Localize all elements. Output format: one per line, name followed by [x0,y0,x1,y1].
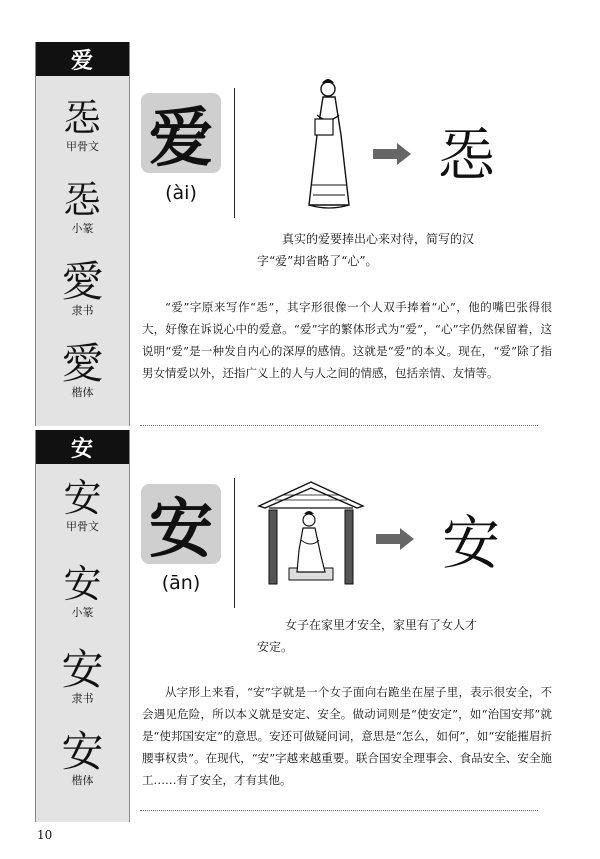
script-small-seal [36,178,129,236]
woman-in-house-illustration [255,478,367,590]
strip-title: 爱 [36,42,129,76]
script-label: 楷体 [71,774,94,787]
script-clerical [36,257,129,318]
script-strip-an [35,430,130,822]
ancient-glyph: 安 [442,509,501,577]
woman-holding-heart-illustration [295,75,365,215]
pinyin: (ài) [165,182,197,204]
script-label: 小篆 [71,606,94,619]
script-label: 甲骨文 [66,520,99,533]
script-label: 隶书 [71,304,94,317]
script-oracle-bone [36,476,129,534]
script-regular [36,339,129,400]
caption-line-2: 字“爱”却省略了“心”。 [257,254,378,268]
caption-line-1: 女子在家里才安全，家里有了女人才 [285,618,478,632]
script-glyph: 愛 [61,339,104,388]
script-small-seal [36,562,129,620]
caption-line-2: 安定。 [257,640,294,654]
script-regular [36,727,129,788]
script-strip-ai [35,42,130,426]
headword-box: 爱 [141,93,221,173]
page-number: 10 [37,828,53,842]
body-paragraph: “爱”字原来写作“㤅”，其字形很像一个人双手捧着“心”，他的嘴巴张得很大，好像在诉说心中的爱意。“爱”字的繁体形式为“爱”，“心”字仍然保留着，这说明“爱”是一种发自内心的深厚的感情。这就是“爱”的本义。现在，“爱”除了指男女情爱以外，还指广义上的人与人之间的情感，包括亲情、友情等。 [142,300,552,380]
script-glyph: 安 [61,645,104,694]
script-label: 小篆 [71,222,94,235]
script-glyph: 安 [61,727,104,776]
script-oracle-bone [36,96,129,154]
arrow-right-icon [376,528,414,550]
strip-title: 安 [36,430,129,464]
script-glyph: 㤅 [63,178,102,222]
script-label: 甲骨文 [66,140,99,153]
headword-box: 安 [141,484,221,564]
section-divider [140,425,538,426]
arrow-right-icon [373,143,411,165]
ancient-glyph: 㤅 [438,121,497,189]
pinyin: (ān) [161,572,201,594]
divider-line [234,88,235,218]
script-glyph: 愛 [61,257,104,306]
body-paragraph: 从字形上来看，“安”字就是一个女子面向右跪坐在屋子里，表示很安全，不会遇见危险，所以本义就是安定、安全。做动词则是“使安定”，如“治国安邦”就是“使邦国安定”的意思。安还可做疑问词，意思是“怎么，如何”，如“安能摧眉折腰事权贵”。在现代，“安”字越来越重要。联合国安全理事会、食品安全、安全施工……有了安全，才有其他。 [142,685,552,787]
script-label: 隶书 [71,692,94,705]
script-label: 楷体 [71,386,94,399]
script-glyph: 㤅 [63,96,102,140]
script-glyph: 安 [63,476,102,520]
script-clerical [36,645,129,706]
divider-line [234,478,235,608]
caption-line-1: 真实的爱要捧出心来对待，简写的汉 [282,232,475,246]
section-divider [140,810,538,811]
script-glyph: 安 [63,562,102,606]
